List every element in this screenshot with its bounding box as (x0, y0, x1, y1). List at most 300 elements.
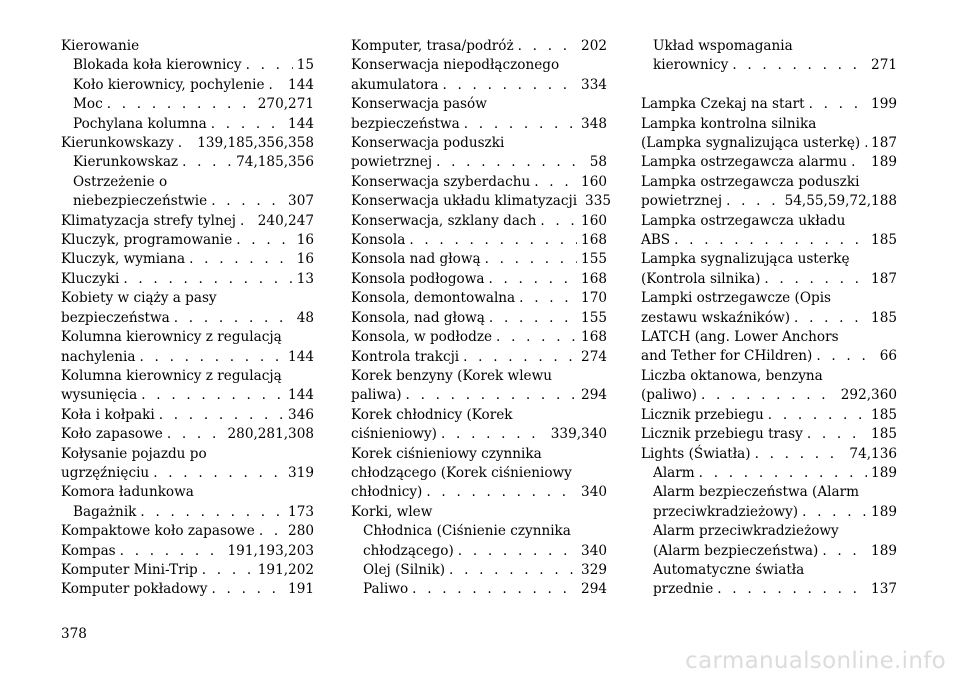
index-entry-line (61, 367, 314, 386)
index-term: Korki, wlew (351, 503, 433, 520)
index-term: powietrznej (351, 154, 433, 171)
page-reference: 240,247 (257, 212, 314, 229)
index-term: Lampka ostrzegawcza układu (641, 212, 846, 229)
index-term: Kluczyk, programowanie (61, 232, 233, 249)
index-term: Alarm przeciwkradzieżowy (653, 523, 839, 540)
index-entry (641, 406, 897, 425)
page-reference: 189 (871, 464, 897, 481)
page-reference: 319 (288, 464, 314, 481)
dot-leader (246, 56, 293, 75)
dot-leader (755, 445, 846, 464)
page-reference: 74,136 (849, 445, 897, 462)
index-term: ciśnieniowy) (351, 426, 437, 443)
dot-leader (441, 425, 547, 444)
index-entry-line (351, 115, 607, 134)
index-entry (351, 212, 607, 231)
page-reference: 191,202 (257, 561, 314, 578)
index-entry (351, 503, 607, 522)
index-term: Kompaktowe koło zapasowe (61, 523, 255, 540)
index-entry-line (73, 115, 314, 134)
dot-leader (534, 173, 577, 192)
dot-leader (732, 56, 867, 75)
index-term: bezpieczeństwa (61, 309, 170, 326)
index-entry (641, 173, 897, 212)
index-entry-line (61, 483, 314, 502)
index-term: Pochylana kolumna (73, 115, 207, 132)
index-term: Komputer, trasa/podróż (351, 38, 514, 54)
index-term: Komputer Mini-Trip (61, 561, 198, 578)
index-entry (61, 153, 314, 172)
page-reference: 185 (871, 232, 897, 249)
index-entry (641, 153, 897, 172)
index-entry (61, 522, 314, 541)
index-entry-line (641, 425, 897, 444)
dot-leader (120, 542, 224, 561)
index-entry (641, 464, 897, 483)
dot-leader (449, 561, 577, 580)
index-entry-line (61, 328, 314, 347)
index-term: Korek chłodnicy (Korek (351, 406, 513, 423)
index-entry (61, 328, 314, 367)
page-reference: 66 (879, 348, 897, 365)
dot-leader (816, 347, 875, 366)
page-reference: 160 (581, 212, 607, 229)
index-entry (641, 328, 897, 367)
index-entry-line (351, 483, 607, 502)
index-entry-line (641, 212, 897, 231)
dot-leader (768, 406, 867, 425)
dot-leader (864, 134, 867, 153)
index-entry (351, 56, 607, 95)
page-reference: 144 (288, 387, 314, 404)
index-entry-line (351, 231, 607, 250)
index-entry (351, 270, 607, 289)
index-entry (61, 367, 314, 406)
page-reference: 340 (581, 542, 607, 559)
index-term: Konserwacja pasów (351, 96, 487, 113)
index-entry (641, 367, 897, 406)
page-reference: 16 (296, 251, 314, 268)
index-term: ABS (641, 232, 671, 249)
index-entry-line (641, 367, 897, 386)
index-entry (641, 289, 897, 328)
index-term: Komora ładunkowa (61, 484, 194, 501)
index-entry (351, 561, 607, 580)
index-term: Lampka Czekaj na start (641, 96, 805, 113)
page-reference: 280 (288, 523, 314, 540)
dot-leader (807, 425, 867, 444)
page-reference: 280,281,308 (227, 426, 314, 443)
index-entry-line (61, 406, 314, 425)
index-entry (61, 503, 314, 522)
index-term: chłodnicy) (351, 484, 423, 501)
index-entry (61, 95, 314, 114)
page-reference: 292,360 (840, 387, 897, 404)
index-entry-line (653, 561, 897, 580)
index-entry-line (653, 522, 897, 541)
index-term: Koło zapasowe (61, 426, 163, 443)
index-term: Alarm (653, 464, 695, 481)
index-term: Bagażnik (73, 503, 137, 520)
index-entry (61, 289, 314, 328)
dot-leader (851, 153, 867, 172)
index-entry-line (641, 173, 897, 192)
index-entry (351, 348, 607, 367)
index-entry (351, 134, 607, 173)
watermark: carmanualsonline.info (685, 648, 946, 674)
page-reference: 168 (581, 270, 607, 287)
index-entry-line (61, 580, 314, 599)
page-reference: 58 (589, 154, 607, 171)
index-term: kierownicy (653, 57, 729, 74)
dot-leader (202, 561, 254, 580)
index-term: Liczba oktanowa, benzyna (641, 367, 823, 384)
dot-leader (458, 542, 577, 561)
index-entry (351, 173, 607, 192)
index-term: Paliwo (363, 581, 409, 598)
index-term: Kolumna kierownicy z regulacją (61, 367, 282, 384)
index-term: Ostrzeżenie o (73, 173, 168, 190)
index-entry-line (61, 134, 314, 153)
index-term: Kontrola trakcji (351, 348, 460, 365)
index-entry (351, 328, 607, 347)
page-reference: 294 (581, 581, 607, 598)
page-reference: 144 (288, 115, 314, 132)
page-reference: 173 (288, 503, 314, 520)
index-term: (Alarm bezpieczeństwa) (653, 542, 819, 559)
page-reference: 340 (581, 484, 607, 501)
dot-leader (436, 153, 586, 172)
index-term: Koło kierownicy, pochylenie (73, 76, 265, 93)
index-term: Licznik przebiegu (641, 406, 764, 423)
index-entry-line (61, 445, 314, 464)
index-entry-line (351, 173, 607, 192)
dot-leader (211, 115, 284, 134)
index-entry-line (653, 37, 897, 56)
dot-leader (488, 270, 577, 289)
index-term: Moc (73, 96, 103, 113)
index-entry-line (641, 347, 897, 366)
dot-leader (412, 580, 577, 599)
dot-leader (809, 95, 867, 114)
dot-leader (701, 386, 837, 405)
page-reference: 187 (871, 135, 897, 152)
index-term: Konserwacja szyberdachu (351, 173, 531, 190)
index-entry-line (61, 37, 314, 56)
index-entry (641, 115, 897, 154)
dot-leader (406, 386, 578, 405)
index-term: powietrznej (641, 193, 723, 210)
index-entry (61, 37, 314, 56)
index-entry-line (73, 95, 314, 114)
page-reference: 329 (581, 561, 607, 578)
index-term: paliwa) (351, 387, 402, 404)
page-reference: 139,185,356,358 (197, 135, 314, 152)
dot-leader (518, 37, 577, 56)
index-entry-line (73, 56, 314, 75)
page-reference: 144 (288, 76, 314, 93)
index-entry-line (73, 503, 314, 522)
index-entry-line (73, 173, 314, 192)
page-reference: 155 (581, 309, 607, 326)
index-entry-line (351, 309, 607, 328)
index-term: Komputer pokładowy (61, 581, 208, 598)
index-term: Konsola podłogowa (351, 270, 485, 287)
index-entry (351, 580, 607, 599)
index-entry-line (351, 250, 607, 269)
page-reference: 334 (581, 76, 607, 93)
index-entry-line (363, 580, 607, 599)
index-entry-line (61, 250, 314, 269)
index-term: Konsola (351, 232, 406, 249)
index-entry (61, 231, 314, 250)
index-entry-line (363, 542, 607, 561)
page-reference: 144 (288, 348, 314, 365)
dot-leader (178, 134, 193, 153)
index-entry-line (641, 386, 897, 405)
index-entry-line (351, 386, 607, 405)
index-entry-line (61, 464, 314, 483)
index-entry-line (61, 231, 314, 250)
index-term: Układ wspomagania (653, 38, 793, 54)
dot-leader (107, 95, 254, 114)
index-entry-line (641, 270, 897, 289)
index-entry (641, 483, 897, 522)
index-entry-line (641, 192, 897, 211)
index-term: Kolumna kierownicy z regulacją (61, 329, 282, 346)
index-term: Konserwacja poduszki (351, 135, 505, 152)
page-reference: 155 (581, 251, 607, 268)
index-term: Konserwacja układu klimatyzacji (351, 193, 578, 210)
index-entry-line (61, 289, 314, 308)
index-entry-line (363, 522, 607, 541)
page-reference: 270,271 (257, 96, 314, 113)
index-entry-line (351, 76, 607, 95)
index-entry (61, 445, 314, 484)
index-entry (351, 309, 607, 328)
index-entry-line (351, 153, 607, 172)
index-term: niebezpieczeństwie (73, 193, 208, 210)
index-term: and Tether for CHildren) (641, 348, 813, 365)
index-term: nachylenia (61, 348, 136, 365)
index-entry-line (351, 56, 607, 75)
index-entry (61, 561, 314, 580)
index-entry-line (653, 542, 897, 561)
index-entry-line (351, 406, 607, 425)
page-reference: 339,340 (550, 426, 607, 443)
page-number: 378 (61, 626, 87, 642)
index-term: zestawu wskaźników) (641, 309, 791, 326)
index-entry-line (641, 289, 897, 308)
dot-leader (189, 250, 293, 269)
index-column-2 (351, 37, 611, 600)
page-reference: 199 (871, 96, 897, 113)
index-entry-line (641, 153, 897, 172)
index-entry-line (61, 212, 314, 231)
index-term: przednie (653, 581, 714, 598)
page-reference: 271 (871, 57, 897, 74)
index-entry (61, 270, 314, 289)
index-term: Konsola, nad głową (351, 309, 485, 326)
index-term: Lampka kontrolna silnika (641, 115, 817, 132)
index-term: Chłodnica (Ciśnienie czynnika (363, 523, 571, 540)
index-term: LATCH (ang. Lower Anchors (641, 329, 839, 346)
index-entry (351, 445, 607, 503)
index-entry-line (351, 192, 611, 211)
page-reference: 48 (296, 309, 314, 326)
index-entry (351, 522, 607, 561)
dot-leader (764, 270, 867, 289)
index-entry-line (641, 134, 897, 153)
dot-leader (540, 212, 577, 231)
index-term: Kluczyki (61, 270, 120, 287)
index-entry-line (351, 37, 607, 56)
index-entry (61, 115, 314, 134)
page-reference: 335 (585, 193, 611, 210)
dot-leader (822, 542, 867, 561)
index-entry (351, 367, 607, 406)
index-entry-line (653, 503, 897, 522)
index-term: wysunięcia (61, 387, 138, 404)
index-term: Kompas (61, 542, 116, 559)
index-entry-line (641, 445, 897, 464)
page-reference: 185 (871, 406, 897, 423)
index-entry (61, 425, 314, 444)
index-term: Konsola nad głową (351, 251, 481, 268)
index-term: Kierunkowskaz (73, 154, 179, 171)
page-reference: 13 (296, 270, 314, 287)
dot-leader (794, 309, 867, 328)
index-entry (61, 76, 314, 95)
index-term: ugrzęźnięciu (61, 464, 150, 481)
dot-leader (463, 348, 577, 367)
page-reference: 187 (871, 270, 897, 287)
index-term: Konserwacja niepodłączonego (351, 57, 560, 74)
dot-leader (717, 580, 867, 599)
index-column-3 (641, 37, 897, 600)
dot-leader (212, 580, 285, 599)
dot-leader (464, 115, 577, 134)
index-entry-line (351, 212, 607, 231)
dot-leader (426, 483, 577, 502)
index-entry (641, 250, 897, 289)
page-reference: 191 (288, 581, 314, 598)
index-entry (641, 37, 897, 76)
page-reference: 137 (871, 581, 897, 598)
index-term: Kierunkowskazy (61, 135, 174, 152)
index-entry (351, 95, 607, 134)
page-reference: 274 (581, 348, 607, 365)
index-entry-line (653, 464, 897, 483)
index-entry-line (363, 561, 607, 580)
index-entry-line (641, 95, 897, 114)
index-entry-line (73, 192, 314, 211)
index-term: przeciwkradzieżowy) (653, 503, 799, 520)
index-term: Lampka ostrzegawcza alarmu (641, 154, 848, 171)
index-term: Lampka ostrzegawcza poduszki (641, 173, 860, 190)
index-entry-line (351, 270, 607, 289)
index-term: Lights (Światła) (641, 445, 751, 462)
index-entry-line (61, 425, 314, 444)
dot-leader (159, 406, 284, 425)
index-entry-line (351, 95, 607, 114)
index-entry (61, 173, 314, 212)
page-reference: 168 (581, 329, 607, 346)
index-entry-line (351, 328, 607, 347)
dot-leader (174, 309, 293, 328)
page-reference: 189 (871, 503, 897, 520)
dot-leader (496, 328, 577, 347)
index-entry-line (641, 328, 897, 347)
page-reference: 16 (296, 232, 314, 249)
index-term: Kobiety w ciąży a pasy (61, 290, 217, 307)
index-term: (paliwo) (641, 387, 697, 404)
index-term: Licznik przebiegu trasy (641, 426, 803, 443)
index-entry-line (61, 309, 314, 328)
index-entry-line (61, 270, 314, 289)
index-term: Korek ciśnieniowy czynnika (351, 445, 542, 462)
index-entry-line (653, 483, 897, 502)
index-term: Kluczyk, wymiana (61, 251, 186, 268)
index-entry (61, 250, 314, 269)
dot-leader (236, 231, 292, 250)
index-entry (351, 192, 611, 211)
dot-leader (167, 425, 224, 444)
index-entry (61, 580, 314, 599)
dot-leader (485, 250, 577, 269)
index-entry (61, 212, 314, 231)
index-entry-line (641, 406, 897, 425)
index-term: Blokada koła kierownicy (73, 57, 242, 74)
dot-leader (442, 76, 577, 95)
index-entry-line (351, 367, 607, 386)
index-term: bezpieczeństwa (351, 115, 460, 132)
index-entry-line (351, 464, 607, 483)
index-term: Automatyczne światła (653, 561, 805, 578)
page-reference: 160 (581, 173, 607, 190)
page-reference: 170 (581, 290, 607, 307)
index-entry (351, 231, 607, 250)
index-term: Koła i kołpaki (61, 406, 155, 423)
page-reference: 346 (288, 406, 314, 423)
index-entry-line (61, 561, 314, 580)
index-entry-line (653, 56, 897, 75)
dot-leader (182, 153, 232, 172)
index-entry-line (641, 231, 897, 250)
index-term: akumulatora (351, 76, 439, 93)
index-entry-line (641, 309, 897, 328)
index-entry-line (351, 503, 607, 522)
page-reference: 202 (581, 38, 607, 54)
index-entry (641, 561, 897, 600)
dot-leader (726, 192, 781, 211)
dot-leader (259, 522, 284, 541)
index-term: Kierowanie (61, 38, 140, 54)
index-entry (641, 212, 897, 251)
index-term: (Lampka sygnalizująca usterkę) (641, 135, 861, 152)
index-term: Kołysanie pojazdu po (61, 445, 207, 462)
dot-leader (519, 289, 577, 308)
index-entry-line (61, 542, 314, 561)
index-column-1 (61, 37, 314, 600)
index-entry-line (61, 348, 314, 367)
index-term: chłodzącego) (363, 542, 454, 559)
dot-leader (211, 192, 284, 211)
page-reference: 185 (871, 309, 897, 326)
index-entry (351, 406, 607, 445)
index-term: Alarm bezpieczeństwa (Alarm (653, 484, 860, 501)
index-term: Konserwacja, szklany dach (351, 212, 537, 229)
